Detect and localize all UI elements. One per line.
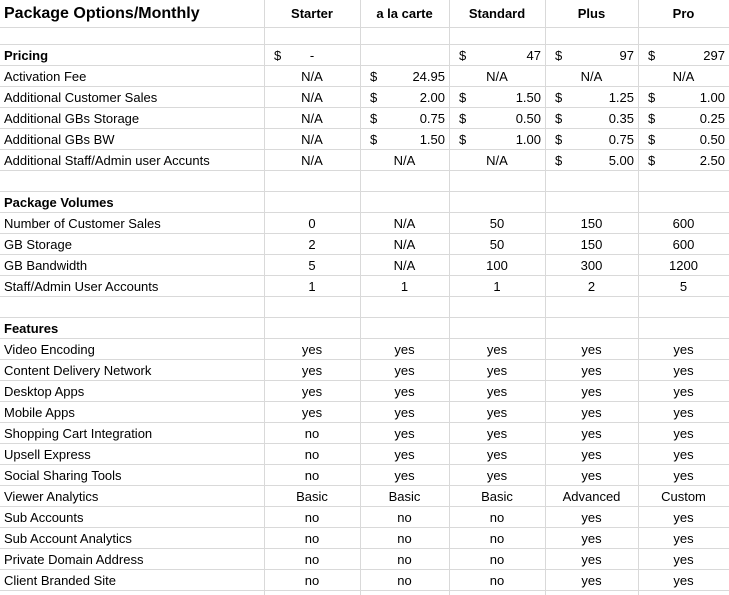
row-label[interactable]: Social Sharing Tools [4,467,122,483]
feature-cell[interactable]: no [304,425,320,441]
feature-cell[interactable]: yes [394,446,415,462]
price-starter-symbol[interactable]: $ [274,47,282,63]
volume-cell[interactable]: N/A [393,215,416,231]
feature-cell[interactable]: yes [673,425,694,441]
row-label[interactable]: Client Branded Site [4,572,117,588]
price-standard-value[interactable]: 47 [526,47,541,63]
row-label[interactable]: Number of Customer Sales [4,215,161,231]
feature-row [0,507,729,528]
feature-cell[interactable]: yes [581,467,602,483]
feature-cell[interactable]: Basic [481,488,513,504]
volume-cell[interactable]: 50 [489,215,505,231]
volume-cell[interactable]: 50 [489,236,505,252]
pricing-cell-symbol[interactable]: $ [370,131,378,147]
pricing-cell[interactable]: N/A [301,68,323,84]
feature-cell[interactable]: yes [581,446,602,462]
pricing-cell-symbol[interactable]: $ [459,131,467,147]
feature-cell[interactable]: yes [394,425,415,441]
pricing-row [0,66,729,87]
feature-cell[interactable]: no [489,530,505,546]
feature-cell[interactable]: yes [673,383,694,399]
features-heading-row [0,318,729,339]
feature-row [0,423,729,444]
volume-cell[interactable]: 100 [486,257,508,273]
row-label[interactable]: Activation Fee [4,68,87,84]
feature-cell[interactable]: yes [581,383,602,399]
pricing-cell-symbol[interactable]: $ [555,152,563,168]
column-header-2[interactable]: Standard [468,6,526,21]
row-label[interactable]: Viewer Analytics [4,488,99,504]
pricing-cell[interactable]: N/A [301,152,323,168]
volume-cell[interactable]: 600 [672,215,695,231]
feature-cell[interactable]: no [304,572,320,588]
pricing-cell-symbol[interactable]: $ [459,110,467,126]
volume-cell[interactable]: 300 [580,257,603,273]
row-label[interactable]: Additional GBs BW [4,131,115,147]
feature-cell[interactable]: yes [486,383,508,399]
column-header-4[interactable]: Pro [672,6,695,21]
feature-cell[interactable]: yes [394,362,415,378]
feature-cell[interactable]: yes [486,362,508,378]
pricing-cell-symbol[interactable]: $ [370,68,378,84]
row-label[interactable]: Sub Accounts [4,509,84,525]
volume-cell[interactable]: 2 [587,278,596,294]
blank-row [0,297,729,318]
pricing-cell-value[interactable]: 0.35 [608,110,634,126]
feature-row [0,402,729,423]
feature-row [0,549,729,570]
pricing-cell-value[interactable]: 2.50 [699,152,725,168]
row-label[interactable]: Private Domain Address [4,551,144,567]
feature-row [0,360,729,381]
volume-row [0,213,729,234]
blank-row [0,171,729,192]
pricing-row [0,150,729,171]
feature-cell[interactable]: Basic [296,488,328,504]
section-heading-pricing[interactable]: Pricing [4,47,49,63]
pricing-cell-value[interactable]: 5.00 [608,152,634,168]
volume-cell[interactable]: 1 [493,278,501,294]
feature-cell[interactable]: yes [301,362,323,378]
feature-row [0,444,729,465]
pricing-cell-value[interactable]: 1.25 [608,89,634,105]
feature-cell[interactable]: yes [673,509,694,525]
pricing-cell[interactable]: N/A [486,68,508,84]
feature-cell[interactable]: yes [673,551,694,567]
pricing-cell-value[interactable]: 0.50 [515,110,541,126]
feature-cell[interactable]: yes [394,341,415,357]
feature-cell[interactable]: yes [673,530,694,546]
pricing-cell-symbol[interactable]: $ [555,110,563,126]
feature-cell[interactable]: no [489,572,505,588]
volume-row [0,255,729,276]
pricing-cell-symbol[interactable]: $ [648,152,656,168]
feature-cell[interactable]: Advanced [562,488,621,504]
price-plus-symbol[interactable]: $ [555,47,563,63]
feature-cell[interactable]: yes [581,341,602,357]
feature-cell[interactable]: yes [581,362,602,378]
header-row [0,0,729,28]
pricing-cell-symbol[interactable]: $ [555,131,563,147]
volume-cell[interactable]: 5 [679,278,688,294]
feature-cell[interactable]: yes [301,341,323,357]
pricing-cell-symbol[interactable]: $ [555,89,563,105]
pricing-cell-symbol[interactable]: $ [648,110,656,126]
feature-cell[interactable]: no [397,530,412,546]
feature-cell[interactable]: yes [394,383,415,399]
feature-cell[interactable]: yes [581,530,602,546]
pricing-row [0,87,729,108]
pricing-cell-value[interactable]: 2.00 [419,89,445,105]
pricing-row [0,108,729,129]
feature-cell[interactable]: Custom [661,488,706,504]
row-label[interactable]: Staff/Admin User Accounts [4,278,159,294]
feature-cell[interactable]: no [397,551,412,567]
feature-cell[interactable]: yes [581,404,602,420]
column-header-1[interactable]: a la carte [376,6,433,21]
feature-cell[interactable]: no [304,551,320,567]
feature-cell[interactable]: no [489,509,505,525]
pricing-cell[interactable]: N/A [301,131,323,147]
feature-cell[interactable]: yes [394,404,415,420]
feature-cell[interactable]: yes [673,362,694,378]
volume-cell[interactable]: 1200 [669,257,698,273]
feature-cell[interactable]: no [304,446,320,462]
feature-cell[interactable]: yes [581,425,602,441]
price-starter-value[interactable]: - [309,47,315,63]
pricing-cell-symbol[interactable]: $ [459,89,467,105]
column-header-3[interactable]: Plus [577,6,606,21]
pricing-cell-value[interactable]: 0.50 [699,131,725,147]
feature-cell[interactable]: yes [673,572,694,588]
pricing-cell-value[interactable]: 1.50 [515,89,541,105]
feature-cell[interactable]: yes [581,551,602,567]
feature-row [0,339,729,360]
pricing-cell-value[interactable]: 1.50 [419,131,445,147]
feature-cell[interactable]: Basic [388,488,421,504]
feature-cell[interactable]: yes [486,425,508,441]
row-label[interactable]: Shopping Cart Integration [4,425,153,441]
price-pro-symbol[interactable]: $ [648,47,656,63]
feature-cell[interactable]: yes [301,383,323,399]
volume-cell[interactable]: N/A [393,257,416,273]
feature-cell[interactable]: yes [486,341,508,357]
volume-cell[interactable]: 150 [580,215,603,231]
row-label[interactable]: Additional Customer Sales [4,89,158,105]
volume-cell[interactable]: 1 [400,278,409,294]
pricing-row [0,129,729,150]
volume-cell[interactable]: 600 [672,236,695,252]
pricing-cell[interactable]: N/A [580,68,603,84]
feature-row [0,570,729,591]
sheet-title[interactable]: Package Options/Monthly [4,4,200,22]
pricing-cell[interactable]: N/A [672,68,695,84]
feature-cell[interactable]: yes [581,509,602,525]
row-label[interactable]: GB Bandwidth [4,257,88,273]
pricing-cell-symbol[interactable]: $ [648,89,656,105]
volume-cell[interactable]: N/A [393,236,416,252]
row-label[interactable]: Content Delivery Network [4,362,152,378]
row-label[interactable]: Mobile Apps [4,404,75,420]
pricing-cell-value[interactable]: 24.95 [412,68,445,84]
feature-cell[interactable]: no [397,572,412,588]
price-pro-value[interactable]: 297 [703,47,725,63]
volume-cell[interactable]: 5 [308,257,316,273]
column-header-0[interactable]: Starter [291,6,333,21]
row-label[interactable]: Upsell Express [4,446,91,462]
pricing-cell-value[interactable]: 0.75 [608,131,634,147]
section-heading-features[interactable]: Features [4,320,59,336]
feature-cell[interactable]: yes [486,404,508,420]
feature-row [0,381,729,402]
blank-row [0,28,729,45]
price-standard-symbol[interactable]: $ [459,47,467,63]
feature-cell[interactable]: yes [486,467,508,483]
pricing-cell-symbol[interactable]: $ [370,110,378,126]
feature-cell[interactable]: yes [673,341,694,357]
feature-cell[interactable]: no [304,467,320,483]
volume-cell[interactable]: 150 [580,236,603,252]
feature-cell[interactable]: no [397,509,412,525]
feature-cell[interactable]: no [304,509,320,525]
price-plus-value[interactable]: 97 [619,47,634,63]
feature-cell[interactable]: yes [486,446,508,462]
feature-row [0,465,729,486]
pricing-cell-value[interactable]: 1.00 [699,89,725,105]
pricing-cell-value[interactable]: 0.25 [699,110,725,126]
feature-cell[interactable]: yes [301,404,323,420]
volume-row [0,234,729,255]
pricing-heading-row [0,45,729,66]
pricing-cell-value[interactable]: 1.00 [515,131,541,147]
volume-cell[interactable]: 2 [308,236,316,252]
feature-cell[interactable]: yes [673,404,694,420]
pricing-cell[interactable]: N/A [393,152,416,168]
row-label[interactable]: Additional GBs Storage [4,110,140,126]
feature-cell[interactable]: yes [673,446,694,462]
pricing-cell[interactable]: N/A [486,152,508,168]
row-label[interactable]: Additional Staff/Admin user Accunts [4,152,210,168]
feature-cell[interactable]: no [489,551,505,567]
row-label[interactable]: Video Encoding [4,341,95,357]
volume-cell[interactable]: 0 [308,215,316,231]
pricing-cell-value[interactable]: 0.75 [419,110,445,126]
volume-row [0,276,729,297]
feature-row [0,486,729,507]
volumes-heading-row [0,192,729,213]
feature-cell[interactable]: yes [581,572,602,588]
feature-cell[interactable]: yes [394,467,415,483]
row-label[interactable]: GB Storage [4,236,72,252]
row-label[interactable]: Sub Account Analytics [4,530,132,546]
pricing-cell-symbol[interactable]: $ [370,89,378,105]
row-label[interactable]: Desktop Apps [4,383,85,399]
feature-row [0,528,729,549]
feature-cell[interactable]: yes [673,467,694,483]
volume-cell[interactable]: 1 [308,278,316,294]
pricing-cell[interactable]: N/A [301,110,323,126]
feature-cell[interactable]: no [304,530,320,546]
pricing-cell[interactable]: N/A [301,89,323,105]
pricing-cell-symbol[interactable]: $ [648,131,656,147]
section-heading-volumes[interactable]: Package Volumes [4,194,114,210]
